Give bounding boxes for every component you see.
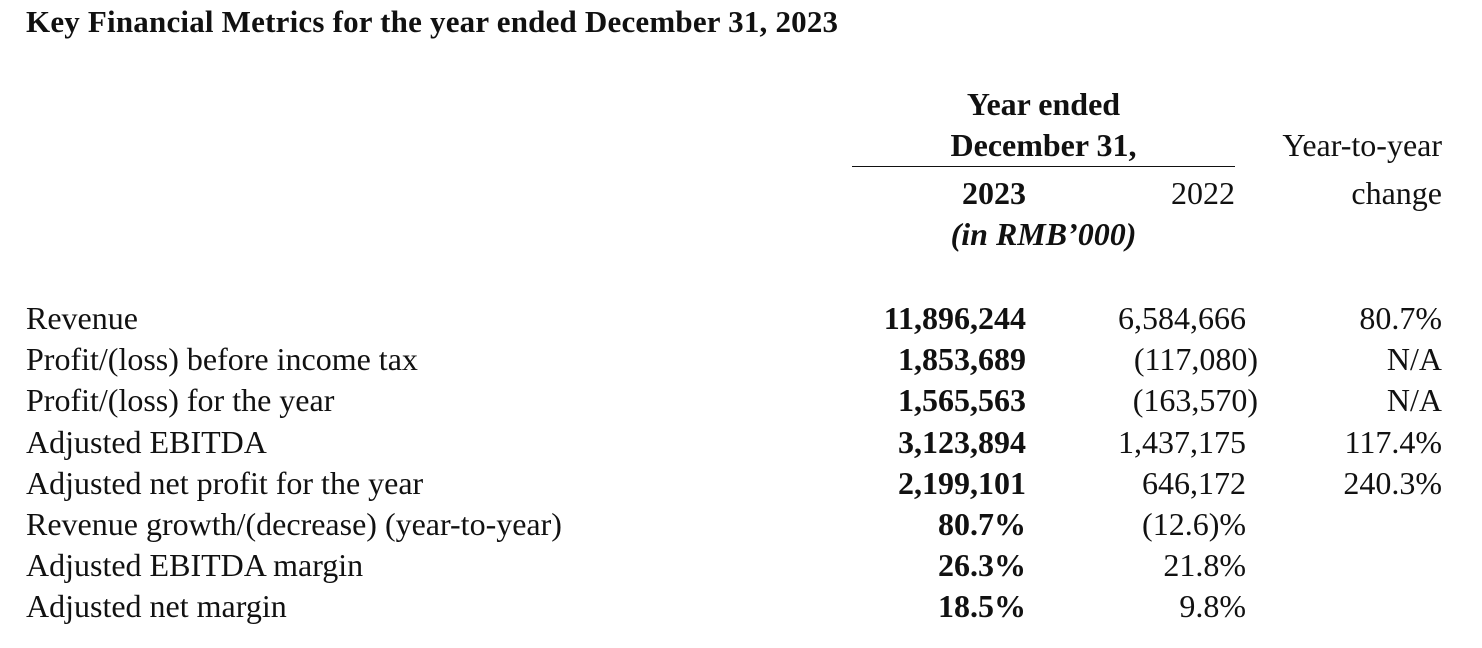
- row-label: Profit/(loss) for the year: [26, 382, 335, 419]
- document-title: Key Financial Metrics for the year ended December 31, 2023: [26, 4, 839, 39]
- row-label: Revenue growth/(decrease) (year-to-year): [26, 505, 562, 542]
- value-2023: 2,199,101: [898, 464, 1026, 501]
- value-change: N/A: [1386, 341, 1442, 378]
- table-row: [0, 298, 1482, 339]
- value-2023: 80.7%: [938, 505, 1026, 542]
- row-label: Adjusted net margin: [26, 588, 287, 625]
- value-2023: 3,123,894: [898, 423, 1026, 460]
- value-2023: 26.3%: [938, 547, 1026, 584]
- change-header-line2: change: [1351, 175, 1442, 211]
- table-row: [0, 504, 1482, 545]
- value-2023: 18.5%: [938, 588, 1026, 625]
- table-row: [0, 545, 1482, 586]
- value-2022: (117,080): [1133, 341, 1258, 378]
- value-2022: 21.8%: [1163, 547, 1246, 584]
- table-row: [0, 380, 1482, 421]
- value-change: 80.7%: [1359, 300, 1442, 336]
- value-change: 240.3%: [1343, 464, 1442, 501]
- value-2022: 9.8%: [1179, 588, 1246, 625]
- value-2022: 6,584,666: [1118, 300, 1246, 336]
- row-label: Adjusted EBITDA margin: [26, 547, 364, 584]
- value-change: N/A: [1386, 382, 1442, 419]
- value-2023: 1,565,563: [898, 382, 1026, 419]
- value-2022: 1,437,175: [1118, 423, 1246, 460]
- change-header-line1: Year-to-year: [1282, 127, 1442, 163]
- row-label: Adjusted net profit for the year: [26, 464, 424, 501]
- year-current-header: 2023: [962, 175, 1026, 211]
- row-label: Adjusted EBITDA: [26, 423, 267, 460]
- value-change: 117.4%: [1344, 423, 1442, 460]
- year-prior-header: 2022: [1171, 175, 1235, 211]
- row-label: Profit/(loss) before income tax: [26, 341, 418, 378]
- metrics-table: [0, 298, 1482, 628]
- value-2022: 646,172: [1142, 464, 1246, 501]
- table-row: [0, 339, 1482, 380]
- table-row: [0, 586, 1482, 627]
- table-row: [0, 463, 1482, 504]
- row-label: Revenue: [26, 300, 138, 336]
- table-row: [0, 422, 1482, 463]
- period-header-line1: Year ended: [966, 86, 1121, 122]
- period-header-line2: December 31,: [950, 127, 1137, 163]
- value-2022: (12.6)%: [1142, 505, 1246, 542]
- period-header-rule: [852, 166, 1235, 167]
- unit-header: (in RMB’000): [950, 216, 1137, 252]
- value-2023: 11,896,244: [883, 300, 1026, 336]
- value-2023: 1,853,689: [898, 341, 1026, 378]
- value-2022: (163,570): [1132, 382, 1258, 419]
